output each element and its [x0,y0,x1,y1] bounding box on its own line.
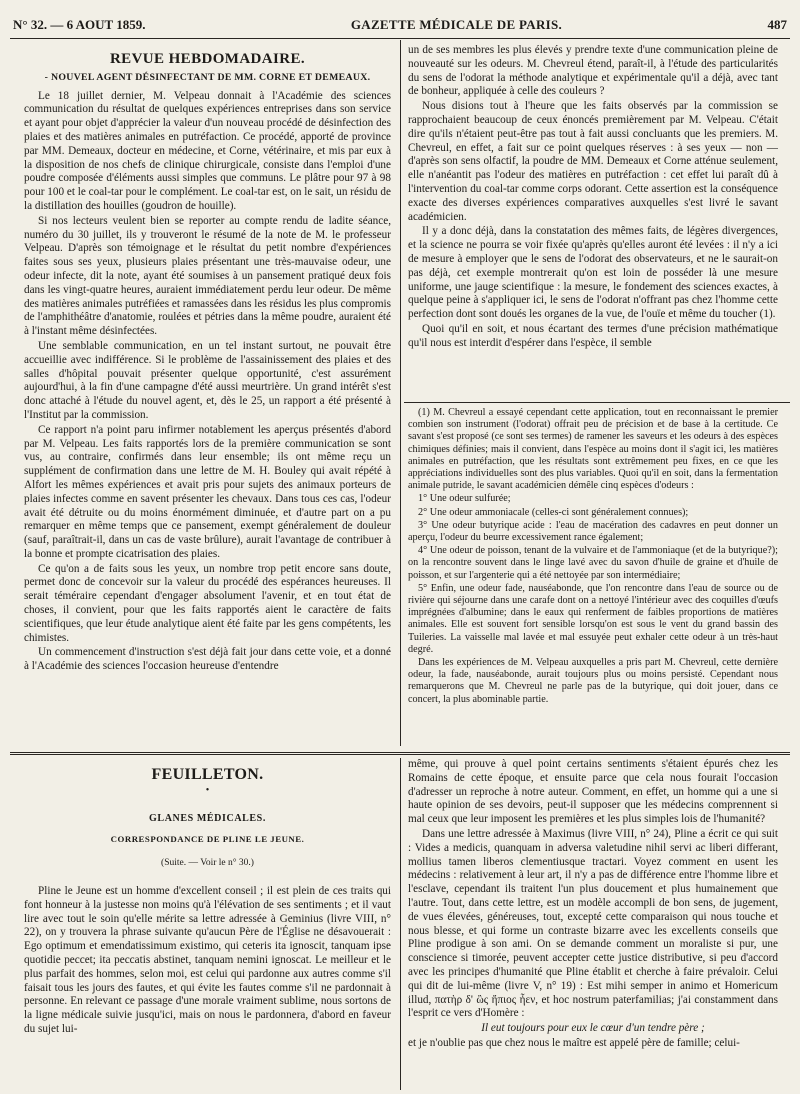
feuilleton-paragraph: Pline le Jeune est un homme d'excellent conseil ; il est plein de ces traits qui font honneur à la justesse non moins qu'à l'élévation de ses sentiments ; et il vaut lire avec tout le soin qu'elle mérite sa lettre adressée à Geminius (livre VIII, n° 22), on y trouvera la phrase suivante qu'aucun Père de l'Église ne désavouerait : Ego optimum et emendatissimum existimo, qui ceteris ita ignoscit, tanquam ipse quotidie peccet; ita peccatis abstinet, tanquam nemini ignoscat. Le meilleur et le plus parfait des hommes, selon moi, est celui qui pardonne aux autres comme s'il faisait tous les jours des fautes, et qui évite les fautes comme s'il ne pardonnait à personne. En relevant ce passage d'une morale vraiment sublime, nous sortons de la ligne médicale suivie jusqu'ici, mais on nous le pardonnera, d'abord en faveur du sujet lui- [24,884,391,1035]
revue-left-column [24,46,391,746]
revue-paragraph: Le 18 juillet dernier, M. Velpeau donnait à l'Académie des sciences communication du résultat de quelques expériences entreprises dans son service et ayant pour objet d'apprécier la valeur d'un nouveau procédé de désinfection des plaies et des matières animales en putréfaction. Ce procédé, apporté de province par MM. Demeaux, docteur en médecine, et Corne, vétérinaire, et mis par eux à la disposition de nos chefs de clinique chirurgicale, consiste dans l'emploi d'une poudre composée d'éléments aussi simples que communs. Le plâtre pour 97 à 98 pour 100 et le coal-tar pour le complément. Le coal-tar est, on le sait, un résidu de la distillation des houilles (goudron de houille). [24,89,391,212]
revue-paragraph: Ce qu'on a de faits sous les yeux, un nombre trop petit encore sans doute, permet donc de concevoir sur la valeur du procédé des espérances heureuses. Il serait téméraire cependant d'engager absolument l'avenir, et en tout état de choses, il convient, pour que les faits rapportés aient le caractère de faits scientifiques, que leur étude analytique aient été faite par les gens compétents, les chimistes. [24,562,391,644]
revue-paragraph: Il y a donc déjà, dans la constatation des mêmes faits, de légères divergences, et la science ne pourra se voir fixée qu'après qu'elles auront été levées : il n'y a ici de mesure à employer que le sens de l'odorat des observateurs, et ne le saurait-on pas déjà, cet exemple montrerait qu'on est loin de posséder là une mesure uniforme, une jauge scientifique : la mesure, le fondement des sciences exactes, à quelque peine à s'appliquer ici, le sens de l'odorat n'offrant pas chez l'homme cette perfection dont sont doués les organes de la vue, de l'ouïe et même du toucher (1). [408,225,778,321]
feuilleton-subheading: CORRESPONDANCE DE PLINE LE JEUNE. [110,834,305,845]
revue-paragraph: Nous disions tout à l'heure que les faits observés par la commission se rapprochaient beaucoup de ceux énoncés premièrement par M. Velpeau. C'était dire qu'ils n'étaient peut-être pas tout à fait aussi concluants que les premiers. M. Chevreul, en effet, a fait sur ce point quelques réserves : à ses yeux — non — d'après son sens olfactif, la poudre de MM. Demeaux et Corne atténue seulement, elle n'anéantit pas l'odeur des matières en putréfaction : cet effet lui paraît dû à l'intervention du coal-tar comme corps odorant. Cette assertion est la conséquence exacte des diverses expériences comparatives auxquelles s'est livré le savant académicien. [408,100,778,223]
page-number: 487 [767,17,787,32]
feuilleton-rule [10,752,790,755]
footnote-rule [404,402,790,403]
feuilleton-title: FEUILLETON. [151,766,264,783]
feuilleton-heading: GLANES MÉDICALES. [149,812,266,824]
footnote-item: 5° Enfin, une odeur fade, nauséabonde, que l'on rencontre dans l'eau de source ou de rivière qui séjourne dans une carafe dont on a nettoyé l'intérieur avec des coquilles d'œufs imprégnées d'albumine; dans le eaux qui renferment de faibles proportions de matières animales. Elle est souvent fort sensible lorsqu'on est sous le vent du grand bassin des Tuileries. La vaisselle mal lavée et mal essuyée peut exhaler cette odeur à un très-haut degré. [408,582,778,655]
feuilleton-paragraph: même, qui prouve à quel point certains sentiments s'étaient épurés chez les Romains de cette époque, et ensuite parce que cela nous fourait l'occasion d'adresser un reproche à notre auteur. Comment, en effet, un homme qui a une si haute opinion de ses devoirs, peut-il supposer que les médecins comprennent si mal ceux que leur imposent les premières et les plus simples lois de l'humanité? [408,758,778,826]
footnote-item: 1° Une odeur sulfurée; [418,493,511,505]
masthead-rule [10,38,790,39]
footnote [408,407,778,746]
revue-subtitle: - NOUVEL AGENT DÉSINFECTANT DE MM. CORNE ET DEMEAUX. [44,71,371,83]
footnote-item: 3° Une odeur butyrique acide : l'eau de macération des cadavres en peut donner un aperçu, l'odeur du beurre excessivement rance également; [408,519,778,544]
revue-paragraph: un de ses membres les plus élevés y prendre texte d'une communication pleine de nouveauté sur les odeurs. M. Chevreul étend, paraît-il, à l'étude des particularités du sens de l'odorat la méthode analytique et expérimentale qu'il a déjà, avec tant de bonheur, appliquée à celle des couleurs ? [408,44,778,98]
top-column-divider [400,40,401,746]
revue-paragraph: Ce rapport n'a point paru infirmer notablement les aperçus présentés d'abord par M. Velpeau. Les faits rapportés lors de la première communication se sont vus, au contraire, confirmés dans leur ensemble; ils ont même reçu un supplément de confirmation dans une lettre de M. H. Bouley qui avait répété à Alfort les mêmes expériences et avait pris pour sujets des animaux porteurs de plaies infectes comme en savent présenter les chevaux. Dans tous ces cas, l'odeur avait été détruite ou du moins énormément diminuée, et d'autre part on a pu remarquer en même temps que ce pansement, exempt généralement de douleur (sauf, paraîtrait-il, dans un cas de vaste brûlure), aurait l'avantage de contribuer à la bonne et prompte cicatrisation des plaies. [24,423,391,560]
bottom-column-divider [400,758,401,1090]
feuilleton-suite: (Suite. — Voir le n° 30.) [161,858,254,869]
footnote-paragraph: Dans les expériences de M. Velpeau auxquelles a pris part M. Chevreul, cette dernière odeur, la fade, nauséabonde, aurait toujours plus ou moins persisté. Cependant nous remarquerons que M. Chevreul ne parle pas de la butyrique, qui doit jouer, dans ce concert, la plus abominable partie. [408,657,778,705]
footnote-paragraph: (1) M. Chevreul a essayé cependant cette application, tout en reconnaissant le premier combien son instrument (l'odorat) offrait peu de précision et de base à la certitude. Ce savant s'est proposé (ce sont ses termes) de ramener les saveurs et les odeurs à des espèces chimiques définies; mais il convient, dans l'espèce au moins dont il s'agit ici, les matières animales en putréfaction, que les résultats sont extrêmement peu fixes, en ce que les appréciations individuelles sont des plus variables. Quoi qu'il en soit, dans la fermentation animale putride, le savant académicien démêle cinq espèces d'odeurs : [408,407,778,492]
masthead [13,16,787,34]
journal-title: GAZETTE MÉDICALE DE PARIS. [350,17,563,32]
footnote-item: 2° Une odeur ammoniacale (celles-ci sont généralement connues); [418,506,689,518]
feuilleton-right-column [408,758,778,1090]
revue-paragraph: Un commencement d'instruction s'est déjà fait jour dans cette voie, et a donné à l'Académie des sciences l'occasion heureuse d'entendre [24,646,391,673]
issue-number: N° 32. — 6 AOUT 1859. [13,17,146,32]
footnote-item: 4° Une odeur de poisson, tenant de la vulvaire et de l'ammoniaque (et de la butyrique?); on la rencontre souvent dans le linge lavé avec du savon d'huile de graine et d'huile de poisson, et sur l'argenterie qui a été nettoyée par son intermédiaire; [408,545,778,581]
revue-paragraph: Quoi qu'il en soit, et nous écartant des termes d'une précision mathématique qu'il nous est interdit d'espérer dans l'espèce, il semble [408,322,778,349]
feuilleton-paragraph: Dans une lettre adressée à Maximus (livre VIII, n° 24), Pline a écrit ce qui suit : Vides a medicis, quanquam in adversa valetudine nihil servi ac liberi differant, mollius tamen liberos clementiusque tractari. Voyez comment en usent les médecins : relativement à leur art, il n'y a pas de différence entre l'homme libre et l'esclave, cependant ils traitent l'un plus doucement et plus humainement que l'autre. Tout, dans cette lettre, est un modèle accompli de bon sens, de jugement, de vues élevées, généreuses, tout, excepté cette comparaison qui nous touche et nous blesse, et qui forme un contraste bizarre avec les excellents conseils que Pline prodigue à son ami. On se demande comment un moraliste si pur, une conscience si timorée, peuvent accepter cette justice distributive, si peu d'accord avec les principes d'humanité que Pline établit et cherche à faire prévaloir. Celui qui dit de lui-même (livre V, n° 19) : Est mihi semper in animo et Homericum illud, πατὴρ δ' ὣς ἤπιος ἦεν, et hoc nostrum paterfamilias; j'ai constamment dans l'esprit ce vers d'Homère : [408,827,778,1020]
revue-title: REVUE HEBDOMADAIRE. [109,51,306,67]
revue-right-column [408,44,778,396]
revue-paragraph: Une semblable communication, en un tel instant surtout, ne pouvait être accueillie avec indifférence. Si le problème de l'assainissement des plaies et des salles d'hôpital pouvait présenter quelque opportunité, c'est assurément aujourd'hui, à la fin d'une campagne d'été aussi meurtrière. Un grand intérêt s'est donc attaché à l'étude du nouvel agent, et, dès le 25, un rapport a été présenté à l'Institut par la commission. [24,339,391,421]
homer-quote: Il eut toujours pour eux le cœur d'un tendre père ; [481,1022,705,1035]
feuilleton-left-column [24,762,391,1090]
revue-paragraph: Si nos lecteurs veulent bien se reporter au compte rendu de ladite séance, numéro du 30 juillet, ils y trouveront le résumé de la note de M. le professeur Velpeau. D'après son témoignage et le résultat du petit nombre d'expériences faites sous ses yeux, plusieurs plaies présentant une très-mauvaise odeur, une odeur infecte, dit la note, ayant été soumises à un pansement pratiqué deux fois dans les vingt-quatre heures, auraient immédiatement perdu leur odeur. De même des matières animales putréfiées et ramassées dans les résidus les plus compromis de l'amphithéâtre d'anatomie, roulées et pétries dans la même poudre, auraient été à l'instant même désinfectées. [24,214,391,338]
ornament-dot: • [205,784,210,796]
feuilleton-closing: et je n'oublie pas que chez nous le maître est appelé père de famille; celui- [408,1036,740,1049]
